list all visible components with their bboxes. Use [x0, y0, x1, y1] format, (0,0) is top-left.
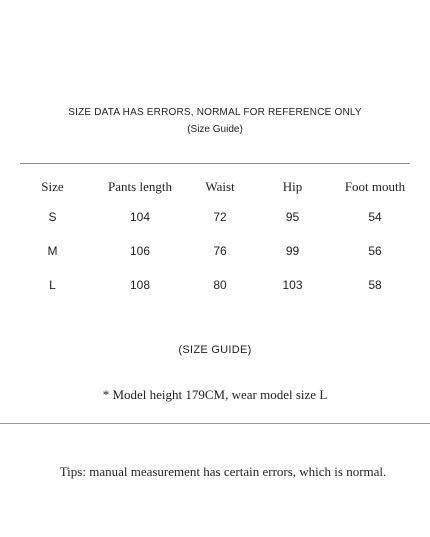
cell-waist: 76	[213, 244, 227, 258]
column-header-foot-mouth: Foot mouth	[344, 179, 406, 194]
cell-pants-length: 106	[129, 244, 151, 258]
table-row	[0, 234, 430, 268]
cell-waist: 80	[213, 278, 227, 292]
cell-hip: 95	[285, 210, 300, 224]
cell-size: M	[47, 244, 58, 258]
header-title: SIZE DATA HAS ERRORS, NORMAL FOR REFERENCE ONLY	[68, 107, 362, 118]
size-guide-label: (SIZE GUIDE)	[178, 344, 252, 356]
column-header-hip: Hip	[282, 179, 303, 194]
cell-size: S	[48, 210, 57, 224]
column-header-waist: Waist	[205, 179, 235, 194]
table-row	[0, 268, 430, 302]
cell-hip: 99	[285, 244, 300, 258]
cell-pants-length: 108	[129, 278, 151, 292]
size-table	[0, 174, 430, 302]
cell-waist: 72	[213, 210, 227, 224]
cell-foot-mouth: 56	[368, 244, 382, 258]
cell-foot-mouth: 54	[368, 210, 382, 224]
cell-hip: 103	[282, 278, 303, 292]
tips-text: Tips: manual measurement has certain errors, which is normal.	[59, 464, 387, 479]
header-subtitle: (Size Guide)	[187, 124, 243, 135]
table-row	[0, 200, 430, 234]
bottom-divider	[0, 423, 430, 424]
cell-pants-length: 104	[129, 210, 151, 224]
cell-size: L	[49, 278, 56, 292]
table-header-row	[0, 174, 430, 200]
top-divider	[20, 163, 410, 164]
column-header-pants-length: Pants length	[108, 179, 172, 194]
model-note: * Model height 179CM, wear model size L	[102, 387, 328, 402]
column-header-size: Size	[41, 179, 64, 194]
cell-foot-mouth: 58	[368, 278, 382, 292]
